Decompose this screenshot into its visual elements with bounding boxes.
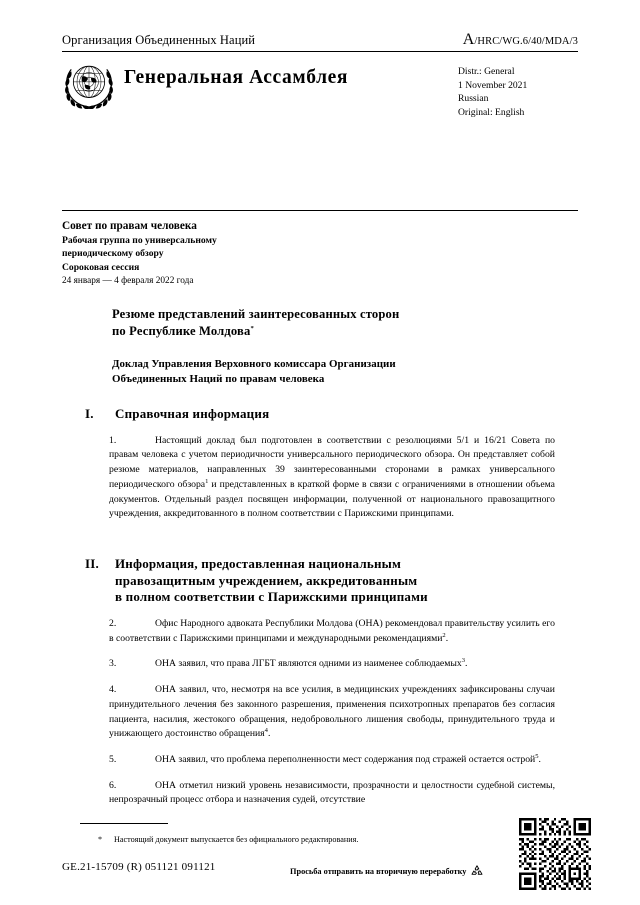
paragraph-1-text-b: и представленных в краткой форме в связи с ограничениями в отношении объема документов. Отдельный раздел посвящен информации, полученной от национального правозащитного учреждения, аккредитованного в полном соответствии с Парижскими принципами. (109, 478, 555, 520)
working-group-line-1: Рабочая группа по универсальному (62, 235, 217, 247)
paragraph-5 (85, 753, 555, 768)
paragraph-1 (85, 434, 555, 522)
section-2-title-line-1: Информация, предоставленная национальным (115, 556, 402, 571)
paragraph-6-number: 6. (109, 779, 117, 791)
footnote (98, 834, 518, 845)
paragraph-6-text-a: ОНА отметил низкий уровень независимости, прозрачности и целостности судебной системы, непрозрачный процесс отбора и назначения судей, отсутствие (109, 779, 555, 806)
session-block (62, 219, 422, 288)
paragraph-1-text (109, 434, 555, 522)
session-dates: 24 января — 4 февраля 2022 года (62, 275, 194, 286)
page-subtitle (112, 357, 512, 388)
qr-code-icon (519, 818, 591, 890)
section-2-title-line-2: правозащитным учреждением, аккредитованным (115, 572, 418, 588)
organization-name: Организация Объединенных Наций (62, 33, 256, 48)
paragraph-3 (85, 657, 555, 672)
distribution-original: Original: English (458, 106, 525, 118)
document-symbol-initial: A (462, 31, 475, 48)
page-subtitle-line-1: Доклад Управления Верховного комиссара Организации (112, 358, 396, 370)
recycle-notice (290, 864, 484, 878)
paragraph-4-text-b: . (267, 728, 271, 740)
page-subtitle-line-2: Объединенных Наций по правам человека (112, 373, 325, 386)
paragraph-6 (85, 779, 555, 808)
section-2-title-line-3: в полном соответствии с Парижскими принципами (115, 589, 428, 605)
paragraph-1-text-a: Настоящий доклад был подготовлен в соответствии с резолюциями 5/1 и 16/21 Совета по правам человека с учетом периодичности универсального периодического обзора. Он представляет собой резюме материалов, направленных 39 заинтересованными сторонами в рамках универсального периодического обзора (109, 434, 555, 490)
page-title-line-1: Резюме представлений заинтересованных сторон (112, 307, 400, 321)
section-1-title: Справочная информация (115, 406, 270, 421)
masthead-top-row (62, 32, 578, 50)
section-background-information (85, 406, 555, 522)
paragraph-2-footnote-ref: 2 (442, 631, 446, 639)
footnote-divider (80, 823, 168, 824)
human-rights-council-label: Совет по правам человека (62, 220, 197, 232)
paragraph-4-footnote-ref: 4 (264, 727, 268, 735)
masthead (62, 32, 578, 119)
paragraph-3-number: 3. (109, 658, 117, 670)
recycle-notice-text: Просьба отправить на вторичную переработку (290, 866, 467, 876)
paragraph-2 (85, 617, 555, 646)
paragraph-5-number: 5. (109, 754, 117, 766)
document-symbol-rest: /HRC/WG.6/40/MDA/3 (474, 36, 578, 47)
paragraph-5-text-b: . (538, 754, 541, 766)
page-title-asterisk: * (250, 324, 254, 332)
session-number: Сороковая сессия (62, 261, 140, 273)
working-group-line-2: периодическому обзору (62, 248, 164, 260)
paragraph-2-text-a: Офис Народного адвоката Республики Молдова (ОНА) рекомендовал правительству усилить его в соответствии с Парижскими принципами и международными рекомендациями (109, 617, 555, 644)
session-divider (62, 210, 578, 211)
masthead-rule (62, 51, 578, 52)
page-title-line-2: по Республике Молдова (112, 324, 251, 339)
masthead-bottom-row (62, 59, 578, 119)
paragraph-3-text-a: ОНА заявил, что права ЛГБТ являются одними из наименее соблюдаемых (155, 658, 462, 670)
paragraph-1-number: 1. (109, 434, 117, 446)
paragraph-2-text (109, 617, 555, 646)
section-nhri-information (85, 556, 555, 808)
paragraph-5-text (109, 753, 555, 768)
recycle-icon (470, 864, 484, 878)
section-2-heading (85, 556, 555, 606)
distribution-language: Russian (458, 93, 489, 105)
paragraph-3-text-b: . (465, 658, 468, 670)
distribution-block (458, 59, 578, 119)
document-symbol (463, 32, 578, 48)
footnote-marker: * (98, 835, 103, 844)
paragraph-1-footnote-ref: 1 (205, 477, 209, 485)
paragraph-5-footnote-ref: 5 (535, 752, 539, 760)
footnote-text: Настоящий документ выпускается без официального редактирования. (114, 835, 359, 844)
paragraph-4 (85, 683, 555, 742)
paragraph-5-text-a: ОНА заявил, что проблема переполненности мест содержания под стражей остается острой (155, 754, 536, 766)
section-1-number: I. (85, 406, 94, 421)
page-title (112, 306, 512, 340)
paragraph-4-text (109, 683, 555, 742)
distribution-type: Distr.: General (458, 66, 515, 77)
paragraph-3-footnote-ref: 3 (461, 657, 465, 665)
paragraph-3-text (109, 657, 555, 672)
section-2-title (115, 556, 555, 606)
assembly-title: Генеральная Ассамблея (124, 67, 349, 88)
paragraph-6-text (109, 779, 555, 808)
distribution-date: 1 November 2021 (458, 79, 528, 91)
un-emblem-icon (62, 61, 116, 109)
paragraph-2-number: 2. (109, 617, 117, 629)
section-2-number: II. (85, 556, 99, 571)
document-code: GE.21-15709 (R) 051121 091121 (62, 861, 216, 873)
paragraph-4-text-a: ОНА заявил, что, несмотря на все усилия, в медицинских учреждениях зафиксированы случаи принудительного лечения без законного разрешения, применения психотропных препаратов без согласия пациента, насилия, жестокого обращения, недобровольного лишения свободы, принудительного труда и унижающего достоинство обращения (109, 684, 555, 740)
paragraph-2-text-b: . (445, 632, 449, 644)
paragraph-4-number: 4. (109, 684, 117, 696)
section-1-heading (85, 406, 555, 423)
